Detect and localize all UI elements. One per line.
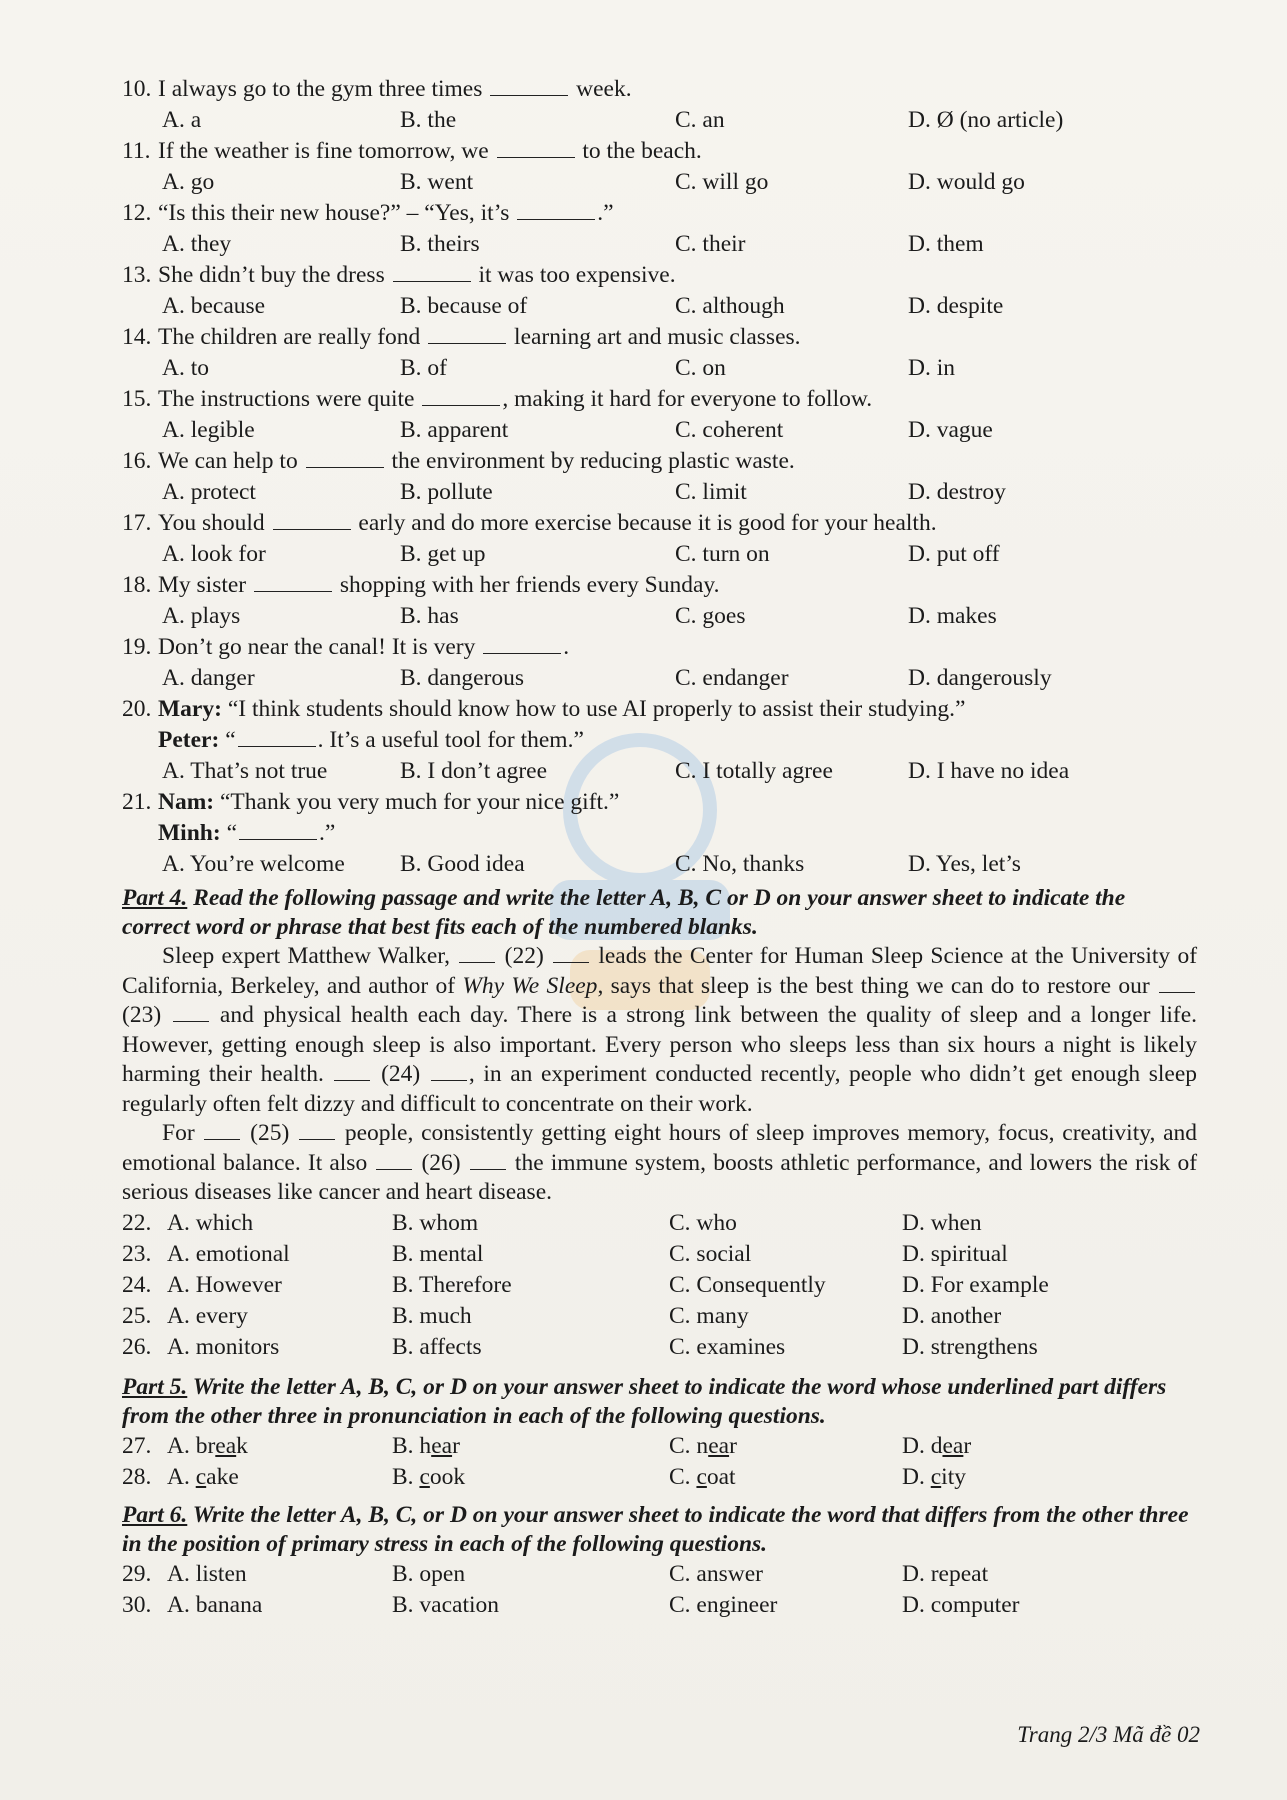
word-part: ity bbox=[941, 1463, 966, 1490]
word-part: C. bbox=[669, 1463, 697, 1490]
option-b: B. vacation bbox=[392, 1591, 500, 1618]
option-b: B. dangerous bbox=[400, 665, 525, 691]
option-b: B. much bbox=[392, 1302, 472, 1329]
option-row-24 bbox=[122, 1270, 1197, 1301]
option-d: D. put off bbox=[908, 541, 1000, 567]
stem-text: Don’t go near the canal! It is very bbox=[158, 634, 476, 660]
option-d: D. in bbox=[908, 355, 955, 381]
option-c: C. No, thanks bbox=[675, 851, 805, 877]
option-a: A. go bbox=[162, 169, 215, 195]
option-a: A. emotional bbox=[167, 1240, 290, 1267]
word-part: ook bbox=[429, 1463, 466, 1490]
options-21 bbox=[122, 849, 1197, 880]
option-c: C. will go bbox=[675, 169, 769, 195]
option-d: D. despite bbox=[908, 293, 1004, 319]
option-a: A. which bbox=[167, 1209, 254, 1236]
option-a: A. monitors bbox=[167, 1333, 280, 1360]
option-a: A. legible bbox=[162, 417, 255, 443]
option-c: C. on bbox=[675, 355, 726, 381]
underlined-part: c bbox=[930, 1463, 942, 1490]
option-a: A. a bbox=[162, 107, 202, 133]
passage-paragraph-1 bbox=[122, 942, 1197, 1119]
option-c: C. endanger bbox=[675, 665, 789, 691]
question-stem bbox=[158, 384, 872, 415]
option-c: C. coherent bbox=[675, 417, 784, 443]
word-part: r bbox=[452, 1432, 460, 1459]
answer-blank bbox=[1159, 972, 1195, 993]
underlined-part: ea bbox=[708, 1432, 730, 1459]
question-stem bbox=[158, 632, 569, 663]
quote-open: “ bbox=[225, 727, 236, 753]
question-number: 13. bbox=[122, 262, 152, 288]
option-c: C. who bbox=[669, 1209, 737, 1236]
stem-text: it was too expensive. bbox=[478, 262, 676, 288]
option-d: D. Yes, let’s bbox=[908, 851, 1021, 877]
answer-blank bbox=[422, 385, 500, 406]
answer-blank bbox=[497, 137, 575, 158]
answer-blank bbox=[428, 323, 506, 344]
option-d bbox=[902, 1431, 1162, 1462]
question-stem bbox=[158, 570, 720, 601]
question-30 bbox=[122, 1590, 1197, 1621]
part-6-heading bbox=[122, 1501, 1197, 1559]
word-part: D. d bbox=[902, 1432, 943, 1459]
question-number: 17. bbox=[122, 510, 152, 536]
options-19 bbox=[122, 663, 1197, 694]
stem-text: You should bbox=[158, 510, 265, 536]
question-list bbox=[122, 74, 1197, 694]
question-number: 19. bbox=[122, 634, 152, 660]
word-part: B. h bbox=[392, 1432, 432, 1459]
answer-blank bbox=[490, 75, 568, 96]
dialogue-response bbox=[122, 818, 1197, 849]
option-c: C. I totally agree bbox=[675, 758, 833, 784]
word-part: D. bbox=[902, 1463, 931, 1490]
question-15 bbox=[122, 384, 1197, 415]
option-d: D. destroy bbox=[908, 479, 1006, 505]
blank-number: (26) bbox=[421, 1149, 461, 1176]
question-number: 30. bbox=[122, 1591, 152, 1618]
stem-text: , making it hard for everyone to follow. bbox=[502, 386, 873, 412]
option-c: C. Consequently bbox=[669, 1271, 826, 1298]
options-14 bbox=[122, 353, 1197, 384]
passage-text: the immune system, boosts athletic performance, and lowers the risk of serious diseases like cancer and heart disease. bbox=[122, 1149, 1198, 1205]
part-instruction: Write the letter A, B, C, or D on your answer sheet to indicate the word whose underlined part differs from the other three in pronunciation in each of the following questions. bbox=[122, 1373, 1167, 1429]
question-number: 18. bbox=[122, 572, 152, 598]
part-label: Part 5. bbox=[122, 1373, 188, 1400]
answer-blank bbox=[376, 1149, 412, 1170]
option-row-22 bbox=[122, 1208, 1197, 1239]
answer-blank bbox=[299, 1119, 335, 1140]
option-c: C. social bbox=[669, 1240, 752, 1267]
question-17 bbox=[122, 508, 1197, 539]
option-d: D. when bbox=[902, 1209, 982, 1236]
word-part: B. bbox=[392, 1463, 420, 1490]
option-d: D. I have no idea bbox=[908, 758, 1070, 784]
word-part: r bbox=[963, 1432, 972, 1459]
question-number: 29. bbox=[122, 1560, 152, 1587]
part-6-options bbox=[122, 1559, 1197, 1621]
option-a: A. That’s not true bbox=[162, 758, 328, 784]
question-number: 15. bbox=[122, 386, 152, 412]
question-number: 14. bbox=[122, 324, 152, 350]
question-stem bbox=[158, 508, 937, 539]
option-c: C. answer bbox=[669, 1560, 763, 1587]
speaker-name: Minh: bbox=[158, 820, 221, 846]
stem-text: to the beach. bbox=[582, 138, 702, 164]
answer-blank bbox=[306, 447, 384, 468]
question-21 bbox=[122, 787, 1197, 818]
option-a bbox=[167, 1431, 392, 1462]
question-stem bbox=[158, 446, 795, 477]
speaker-name: Nam: bbox=[158, 789, 215, 815]
option-d: D. Ø (no article) bbox=[908, 107, 1064, 133]
option-b: B. mental bbox=[392, 1240, 484, 1267]
option-b: B. of bbox=[400, 355, 447, 381]
options-15 bbox=[122, 415, 1197, 446]
option-a: A. because bbox=[162, 293, 266, 319]
part-label: Part 4. bbox=[122, 885, 188, 911]
option-b: B. Therefore bbox=[392, 1271, 512, 1298]
answer-blank bbox=[204, 1119, 240, 1140]
question-number: 27. bbox=[122, 1432, 152, 1459]
option-d: D. dangerously bbox=[908, 665, 1052, 691]
question-18 bbox=[122, 570, 1197, 601]
answer-blank bbox=[483, 633, 561, 654]
underlined-part: c bbox=[696, 1463, 707, 1490]
blank-number: (22) bbox=[504, 943, 544, 969]
passage-text: , in an experiment conducted recently, people who didn’t get enough sleep regularly often felt dizzy and difficult to concentrate on their work. bbox=[122, 1061, 1198, 1117]
part-5-heading bbox=[122, 1373, 1197, 1431]
option-d: D. another bbox=[902, 1302, 1002, 1329]
option-b: B. open bbox=[392, 1560, 466, 1587]
question-number: 12. bbox=[122, 200, 152, 226]
options-20 bbox=[122, 756, 1197, 787]
option-a: A. danger bbox=[162, 665, 255, 691]
passage-text: leads the Center for Human Sleep Science at the University of California, Berkeley, and author of bbox=[122, 943, 1198, 999]
answer-blank bbox=[254, 571, 332, 592]
question-11 bbox=[122, 136, 1197, 167]
stem-text: My sister bbox=[158, 572, 247, 598]
dialogue-response bbox=[122, 725, 1197, 756]
option-c: C. an bbox=[675, 107, 725, 133]
option-c: C. examines bbox=[669, 1333, 786, 1360]
dialogue-line: .” bbox=[319, 820, 336, 846]
stem-text: shopping with her friends every Sunday. bbox=[339, 572, 720, 598]
book-title: Why We Sleep bbox=[462, 972, 598, 999]
dialogue-line: . It’s a useful tool for them.” bbox=[317, 727, 584, 753]
answer-blank bbox=[334, 1060, 370, 1081]
option-a: A. to bbox=[162, 355, 209, 381]
question-number: 11. bbox=[122, 138, 151, 164]
option-a bbox=[167, 1462, 392, 1493]
option-a: A. You’re welcome bbox=[162, 851, 345, 877]
question-13 bbox=[122, 260, 1197, 291]
answer-blank bbox=[517, 199, 595, 220]
answer-blank bbox=[173, 1001, 209, 1022]
question-number: 25. bbox=[122, 1302, 152, 1329]
options-11 bbox=[122, 167, 1197, 198]
option-b: B. apparent bbox=[400, 417, 509, 443]
question-stem bbox=[158, 260, 676, 291]
part-4-options bbox=[122, 1208, 1197, 1363]
underlined-part: ea bbox=[215, 1432, 237, 1459]
option-b bbox=[392, 1431, 669, 1462]
stem-text: We can help to bbox=[158, 448, 298, 474]
passage-text: and physical health each day. There is a strong link between the quality of sleep and a longer life. However, getting enough sleep is also important. Every person who sleeps less than six hours a night is likely harming their health. bbox=[122, 1002, 1198, 1087]
word-part: oat bbox=[706, 1463, 736, 1490]
option-c: C. many bbox=[669, 1302, 749, 1329]
option-b: B. I don’t agree bbox=[400, 758, 548, 784]
stem-text: early and do more exercise because it is good for your health. bbox=[358, 510, 937, 536]
option-a: A. protect bbox=[162, 479, 256, 505]
option-d: D. vague bbox=[908, 417, 993, 443]
answer-blank bbox=[239, 819, 317, 840]
option-a: A. listen bbox=[167, 1560, 247, 1587]
option-row-23 bbox=[122, 1239, 1197, 1270]
passage-text: Sleep expert Matthew Walker, bbox=[162, 943, 451, 969]
stem-text: . bbox=[563, 634, 570, 660]
question-12 bbox=[122, 198, 1197, 229]
word-part: C. n bbox=[669, 1432, 709, 1459]
word-part: A. br bbox=[167, 1432, 216, 1459]
question-29 bbox=[122, 1559, 1197, 1590]
answer-blank bbox=[393, 261, 471, 282]
question-number: 10. bbox=[122, 76, 152, 102]
question-10 bbox=[122, 74, 1197, 105]
option-b: B. Good idea bbox=[400, 851, 525, 877]
option-b: B. the bbox=[400, 107, 457, 133]
option-c: C. limit bbox=[675, 479, 747, 505]
word-part: A. bbox=[167, 1463, 196, 1490]
passage-text: For bbox=[162, 1120, 195, 1146]
question-number: 22. bbox=[122, 1209, 152, 1236]
question-stem bbox=[158, 322, 801, 353]
question-stem bbox=[158, 136, 702, 167]
option-a: A. look for bbox=[162, 541, 266, 567]
options-12 bbox=[122, 229, 1197, 260]
part-4-heading bbox=[122, 884, 1197, 942]
word-part: ake bbox=[206, 1463, 239, 1490]
option-b: B. get up bbox=[400, 541, 486, 567]
stem-text: week. bbox=[576, 76, 632, 102]
stem-text: .” bbox=[597, 200, 614, 226]
option-b: B. has bbox=[400, 603, 459, 629]
options-10 bbox=[122, 105, 1197, 136]
question-20 bbox=[122, 694, 1197, 725]
question-number: 21. bbox=[122, 789, 152, 815]
option-d: D. strengthens bbox=[902, 1333, 1038, 1360]
option-d: D. makes bbox=[908, 603, 997, 629]
question-number: 24. bbox=[122, 1271, 152, 1298]
option-d: D. computer bbox=[902, 1591, 1020, 1618]
option-b: B. whom bbox=[392, 1209, 479, 1236]
passage-text: , says that sleep is the best thing we can do to restore our bbox=[597, 972, 1150, 999]
option-row-25 bbox=[122, 1301, 1197, 1332]
question-stem bbox=[158, 74, 632, 105]
option-d: D. spiritual bbox=[902, 1240, 1008, 1267]
option-b: B. theirs bbox=[400, 231, 480, 257]
option-c: C. engineer bbox=[669, 1591, 778, 1618]
part-instruction: Write the letter A, B, C, or D on your answer sheet to indicate the word that differs from the other three in the position of primary stress in each of the following questions. bbox=[122, 1501, 1189, 1557]
question-16 bbox=[122, 446, 1197, 477]
question-number: 23. bbox=[122, 1240, 152, 1267]
option-b: B. affects bbox=[392, 1333, 482, 1360]
word-part: r bbox=[729, 1432, 737, 1459]
option-c: C. their bbox=[675, 231, 746, 257]
option-d: D. them bbox=[908, 231, 984, 257]
question-14 bbox=[122, 322, 1197, 353]
answer-blank bbox=[470, 1149, 506, 1170]
stem-text: I always go to the gym three times bbox=[158, 76, 483, 102]
option-a: A. they bbox=[162, 231, 232, 257]
stem-text: The instructions were quite bbox=[158, 386, 415, 412]
option-c bbox=[669, 1462, 902, 1493]
option-a: A. plays bbox=[162, 603, 241, 629]
option-d: D. repeat bbox=[902, 1560, 989, 1587]
question-27 bbox=[122, 1431, 1197, 1462]
option-c: C. turn on bbox=[675, 541, 770, 567]
page-footer: Trang 2/3 Mã đề 02 bbox=[1017, 1722, 1200, 1747]
question-number: 28. bbox=[122, 1463, 152, 1490]
underlined-part: ea bbox=[942, 1432, 964, 1459]
blank-number: (24) bbox=[381, 1061, 421, 1087]
underlined-part: ea bbox=[431, 1432, 453, 1459]
stem-text: The children are really fond bbox=[158, 324, 421, 350]
option-d: D. would go bbox=[908, 169, 1025, 195]
stem-text: learning art and music classes. bbox=[514, 324, 801, 350]
question-19 bbox=[122, 632, 1197, 663]
option-row-26 bbox=[122, 1332, 1197, 1363]
options-18 bbox=[122, 601, 1197, 632]
passage-paragraph-2 bbox=[122, 1119, 1197, 1208]
speaker-name: Mary: bbox=[158, 696, 222, 722]
options-13 bbox=[122, 291, 1197, 322]
dialogue-line: “Thank you very much for your nice gift.” bbox=[220, 789, 620, 815]
question-number: 16. bbox=[122, 448, 152, 474]
passage-text: people, consistently getting eight hours of sleep improves memory, focus, creativity, and emotional balance. It also bbox=[122, 1120, 1198, 1176]
answer-blank bbox=[459, 942, 495, 963]
option-b bbox=[392, 1462, 669, 1493]
option-b: B. because of bbox=[400, 293, 528, 319]
dialogue-line: “I think students should know how to use AI properly to assist their studying.” bbox=[227, 696, 966, 722]
question-stem bbox=[158, 198, 614, 229]
quote-open: “ bbox=[226, 820, 237, 846]
option-b: B. pollute bbox=[400, 479, 493, 505]
option-d: D. For example bbox=[902, 1271, 1049, 1298]
blank-number: (23) bbox=[122, 1002, 162, 1028]
option-d bbox=[902, 1462, 1162, 1493]
underlined-part: c bbox=[195, 1463, 207, 1490]
speaker-name: Peter: bbox=[158, 727, 220, 753]
option-c bbox=[669, 1431, 902, 1462]
answer-blank bbox=[238, 726, 316, 747]
option-c: C. goes bbox=[675, 603, 746, 629]
option-c: C. although bbox=[675, 293, 785, 319]
question-number: 20. bbox=[122, 696, 152, 722]
answer-blank bbox=[431, 1060, 467, 1081]
question-28 bbox=[122, 1462, 1197, 1493]
stem-text: If the weather is fine tomorrow, we bbox=[158, 138, 489, 164]
option-a: A. However bbox=[167, 1271, 282, 1298]
part-instruction: Read the following passage and write the letter A, B, C or D on your answer sheet to indicate the correct word or phrase that best fits each of the numbered blanks. bbox=[122, 885, 1126, 940]
answer-blank bbox=[273, 509, 351, 530]
underlined-part: c bbox=[419, 1463, 430, 1490]
word-part: k bbox=[236, 1432, 248, 1459]
exam-content bbox=[122, 74, 1197, 1621]
option-a: A. banana bbox=[167, 1591, 263, 1618]
option-a: A. every bbox=[167, 1302, 248, 1329]
options-16 bbox=[122, 477, 1197, 508]
stem-text: “Is this their new house?” – “Yes, it’s bbox=[158, 200, 510, 226]
stem-text: the environment by reducing plastic waste. bbox=[391, 448, 795, 474]
stem-text: She didn’t buy the dress bbox=[158, 262, 385, 288]
answer-blank bbox=[553, 942, 589, 963]
option-b: B. went bbox=[400, 169, 474, 195]
question-number: 26. bbox=[122, 1333, 152, 1360]
options-17 bbox=[122, 539, 1197, 570]
part-label: Part 6. bbox=[122, 1501, 188, 1528]
blank-number: (25) bbox=[250, 1120, 290, 1146]
